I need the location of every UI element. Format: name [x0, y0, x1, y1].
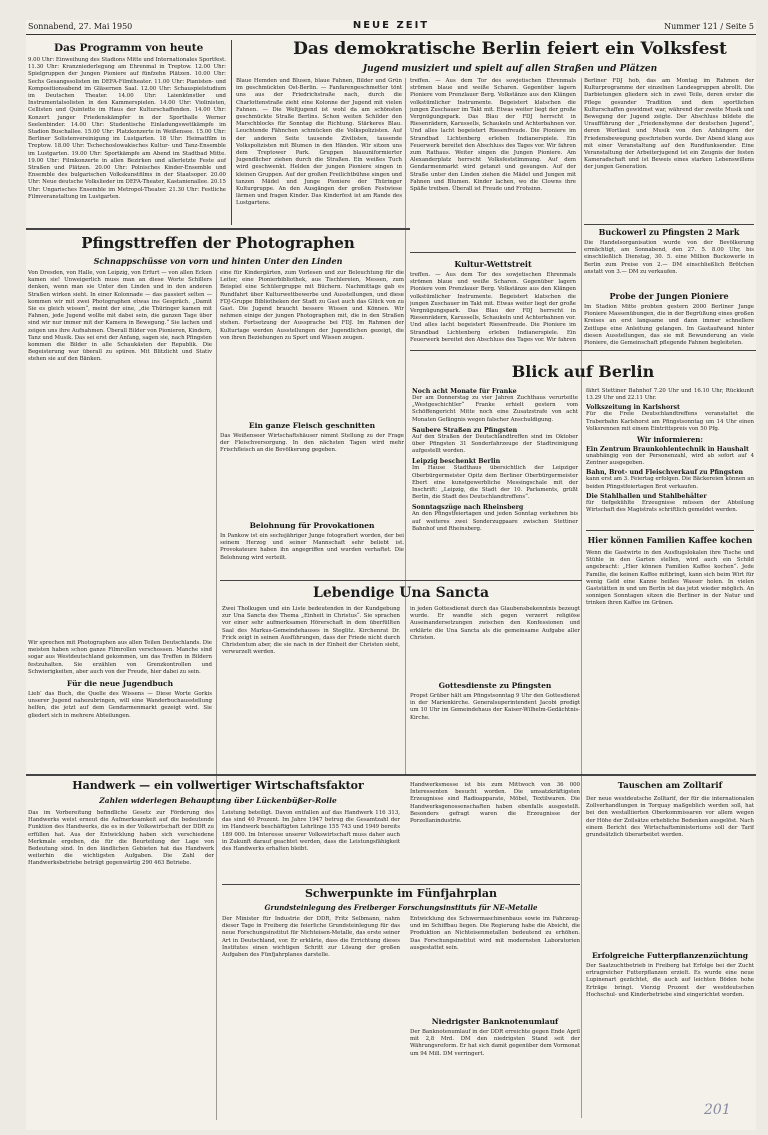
blick-item-body: Auf den Straßen der Deutschlandtreffen sind im Oktober über Pfingsten 31 Sonderfahrzeuge der Stadtreinigung aufgestellt worden. [412, 433, 578, 455]
sancta-col2: in jeden Gottesdienst durch das Glaubensbekenntnis bezeugt wurde. Er wandte sich gegen verzerrt religiöse Auseinandersetzungen zwischen den Konfessionen und erklärte die Una Sancta als die gemeinsame Aufgabe aller Christen. [410, 606, 580, 641]
masthead [26, 20, 756, 35]
divider [26, 774, 756, 776]
blick-col1 [412, 388, 578, 578]
blick-item-body: Der am Donnerstag zu vier Jahren Zuchthaus verurteilte „Westgeschichtler“ Franke erhielt gestern vom Schöffengericht Mitte noch eine Zusatzstrafe von acht Monaten Gefängnis wegen falscher Anschuldigung. [412, 395, 578, 423]
handwerk-col2: Leistung beteiligt. Davon entfallen auf das Handwerk 116 313, das sind 40 Prozent. Im Jahre 1947 betrug die Gesamtzahl der im Handwerk beschäftigten Lehrlinge 155 743 und 1949 bereits 189 000. Im Interesse unserer Volkswirtschaft muss daher auch in Zukunft darauf geachtet werden, dass die Leistungsfähigkeit des Handwerks erhalten bleibt. [222, 810, 400, 853]
divider [584, 224, 754, 225]
volksfest-headline: Das demokratische Berlin feiert ein Volksfest [293, 39, 727, 59]
pfingst-subhead: Schnappschüsse von vorn und hinten Unter den Linden [93, 256, 343, 266]
kulturwettstreit-headline: Kultur-Wettstreit [454, 259, 532, 269]
divider [222, 884, 580, 885]
blick-item-body: Im Hause Stadthaus übersichtlich der Leipziger Oberbürgermeister Opitz dem Berliner Oberbürgermeister Ebert eine kunstgewerbliche Messingschale mit der Inschrift: „Leipzig, die Stadt der 10. Parlaments, grüßt Berlin, die Stadt des Deutschlandtreffens“. [412, 465, 578, 501]
blick-item-head: Saubere Straßen zu Pfingsten [412, 426, 518, 434]
volksfest-col1: Blaue Hemden und Blusen, blaue Fahnen, Bilder und Grün im geschmückten Ost-Berlin. — Fanfarengeschmetter tönt uns aus der Friedrichstraße nach, durch die Charlottenstraße zieht eine Kolonne der Jugend mit vielen Fahnen. — Die Weltjugend ist wohl da am schönsten geschmückte Straße Berlins. Schon weiten Schilder den Marschblocks für Sonntag die Richtung. Stärkeres Blau. Leuchtende Fähnchen schmücken die Volkspolizisten. Auf der anderen Seite tausende Zivilisten, tausende Volkspolizisten mit Blumen in den Händen. Wir sitzen uns dem Treptower Park. Gruppen blauuniformierter Jugendlicher ziehen durch die Straßen. Ein weißes Tuch wird geschwenkt. Helden der jungen Pioniere singen in kleinen Gruppen. Auf der großen Freilichtbühne singen und tanzen Mädel und Junge Pioniere der Thüringer Kulturgruppe. An den Ausgängen der großen Festwiese lärmen und fragen Kinder. Das Kinderfest ist am Rande des Lustgartens. [236, 78, 402, 207]
kulturwettstreit-body: treffen. — Aus dem Tor des sowjetischen Ehrenmals strömen blaue und weiße Scharen. Gegenüber lagern Pioniere vom Prenzlauer Berg. Volkstänze aus den Klängen volkstümlicher Instrumente. Begeistert klatschen die jungen Zuschauer im Takt mit. Etwas weiter liegt der große Vergnügungspark. Das Blau der FDJ herrscht in Riesenrädern, Karussells, Schaukeln und Achterbahnen vor. Und alles lacht begeistert Riesenfreude. Die Pioniere im Strandbad Lichtenberg erleben Indianerspiele. Ein Feuerwerk bereitet den Abschluss des Tages vor. Wir fahren [410, 272, 576, 342]
banknoten-headline: Niedrigster Banknotenumlauf [431, 1017, 559, 1026]
banknoten-body: Der Banknotenumlauf in der DDR erreichte gegen Ende April mit 2,8 Mrd. DM den niedrigsten Stand seit der Währungsreform. Er hat sich damit gegenüber dem Vormonat um 94 Mill. DM verringert. [410, 1029, 580, 1057]
blick-col2 [586, 388, 754, 528]
pfingst-headline: Pfingsttreffen der Photographen [81, 234, 355, 252]
blick-item-head: Die Stahlhallen und Stahlbehälter [586, 492, 707, 500]
gottesdienste-body: Propst Grüber hält am Pfingstsonntag 9 Uhr den Gottesdienst in der Marienkirche. Generalsuperintendent Jacobi predigt um 10 Uhr im Gemeindehaus der Kaiser-Wilhelm-Gedächtnis-Kirche. [410, 693, 580, 721]
blick-headline: Blick auf Berlin [511, 362, 655, 381]
programm-headline: Das Programm von heute [54, 42, 204, 54]
pfingst-col2: eine für Kindergärten, zum Vorlesen und zur Beleuchtung für die Leiter, eine Pionierbibliothek, aus Tischlereien, Messen, zum Beispiel eine Schülergruppe mit Büchern. Nachmittags gab es Rundfahrt über Kulturwettbewerbe und Ausstellungen, und diese FDJ-Gruppe Bibliotheken der Stadt zu Gast auch das Glück von zu Gast. Die Jugend braucht bessere Wissen und Können. Wir nehmen einige der jungen Photographen mit, die in den Straßen stehen. Fortsetzung der Aussprache bei FDJ. Im Rahmen der Kulturtage werden Ausstellungen der Jugendlichen gezeigt, die von ihren Beziehungen zu Sport und Wissen zeugen. [220, 270, 404, 341]
column-rule [405, 78, 406, 774]
blick-item-body: fährt Stettiner Bahnhof 7.20 Uhr und 16.10 Uhr, Rückkunft 13.29 Uhr und 22.11 Uhr. [586, 388, 754, 402]
blick-item-head: Sonntagszüge nach Rheinsberg [412, 504, 524, 512]
volksfest-col3: Berliner FDJ hob, das am Montag im Rahmen der Kulturprogramme der einzelnen Landesgruppen abrollt. Die Darbietungen gliedern sich in zwei Teile, deren erster die Pflege gesunder Tradition und dem sportlichen Kulturschaffen gewidmet war, während der zweite Musik und Bewegung der Jugend zeigte. Der Abschluss bildete die Uraufführung der „Friedenshymne der deutschen Jugend“, deren Wortlaut und Musik von den Anhängern der Friedensbewegung geschrieben wurde. Der Abend klang aus mit einer Veranstaltung auf den Rundfunksender. Eine Veranstaltung der Arbeiterjugend ist ein Zeugnis der festen Kameradschaft und ist Beweis eines starken Lebenswillens der jungen Generation. [584, 78, 754, 171]
futterpflanzen-headline: Erfolgreiche Futterpflanzenzüchtung [591, 951, 749, 960]
divider [410, 350, 756, 351]
volksfest-col2: treffen. — Aus dem Tor des sowjetischen Ehrenmals strömen blaue und weiße Scharen. Gegenüber lagern Pioniere vom Prenzlauer Berg. Volkstänze aus den Klängen volkstümlicher Instrumente. Begeistert klatschen die jungen Zuschauer im Takt mit. Etwas weiter liegt der große Vergnügungspark. Das Blau der FDJ herrscht in Riesenrädern, Karussells, Schaukeln und Achterbahnen vor. Und alles lacht begeistert Riesenfreude. Die Pioniere im Strandbad Lichtenberg erleben Indianerspiele. Ein Feuerwerk bereitet den Abschluss des Tages vor. Wir fahren zum Rathaus. Weiter singen die Jungen Pioniere. Am Alexanderplatz herrscht Volksfeststimmung. Auf dem Gendarmenmarkt wird getanzt und gesungen. Auf der Straße unter den Linden ziehen die Mädel und Jungen mit Fahnen und Blumen. Kinder lachen, wo die Clowns ihre Späße treiben. Überall ist Freude und Frohsinn. [410, 78, 576, 193]
column-rule [216, 270, 217, 1120]
blick-item-head: Bahn, Brot- und Fleischverkauf zu Pfingsten [586, 469, 744, 477]
sancta-col1: Zwei Tholkugen und ein Liste bedeutenden in der Kundgebung zur Una Sancta des Thema „Einheit in Christus“. Sie sprachen vor einer sehr aufmerksamen Hörerschaft in dem überfüllten Saal des Markus-Gemeindehauses in Steglitz. Kirchenrat Dr. Frick zeigt in seinen Ausführungen, dass der Friede nicht durch Christentum aber, die sie nach in der Einheit der Christen sieht, verwurzelt werden. [222, 606, 400, 656]
paper-title: NEUE ZEIT [352, 20, 430, 31]
belohnung-body: In Pankow ist ein sechsjähriger Junge fotografiert worden, der bei seinem Herzog und seiner Mannschaft sehr beliebt ist. Provokateure haben ihn angegriffen und wurden verhaftet. Die Belohnung wird verteilt. [220, 533, 404, 561]
jugendbuch-headline: Für die neue Jugendbuch [66, 679, 174, 688]
fleisch-headline: Ein ganze Fleisch geschnitten [248, 421, 376, 430]
handwerk-headline: Handwerk — ein vollwertiger Wirtschaftsfaktor [72, 779, 364, 792]
handwerk-subhead: Zahlen widerlegen Behauptung über Lückenbüßer-Rolle [99, 796, 337, 805]
blick-item-head: Leipzig beschenkt Berlin [412, 458, 501, 466]
futterpflanzen-body: Der Saatzuchtbetrieb in Freiberg hat Erfolge bei der Zucht ertragreicher Futterpflanzen erzielt. Es wurde eine neue Lupinenart gezüchtet, die auch auf leichten Böden hohe Erträge bringt. Vierzig Prozent der westdeutschen Hochschul- und Kinderbetriebe sind eingerichtet worden. [586, 963, 754, 998]
fuenfjahrplan-col2: Entwicklung des Schwermaschinenbaus sowie im Fahrzeug- und im Schiffbau liegen. Die Regierung habe die Absicht, die Produktion an Nichteisenmetallen bedeutend zu erhöhen. Das Forschungsinstitut wird mit modernsten Laboratorien ausgestattet sein. [410, 916, 580, 951]
pfingst-col3: Wir sprechen mit Photographen aus allen Teilen Deutschlands. Die meisten haben schon ganze Filmrollen verschossen. Manche sind sogar aus Westdeutschland gekommen, um das Treffen in Bildern festzuhalten. Sie erzählen von Grenzkontrollen und Schwierigkeiten, aber auch von der Freude, hier dabei zu sein. [28, 640, 212, 675]
fuenfjahrplan-subhead: Grundsteinlegung des Freiberger Forschungsinstituts für NE-Metalle [264, 903, 538, 912]
blick-item-head: Ein Zentrum Braunkohlentechnik in Haushalt [586, 446, 749, 454]
divider [26, 228, 410, 230]
issue-date: Sonnabend, 27. Mai 1950 [28, 22, 133, 31]
handwerk-col1: Das im Vorbereitung befindliche Gesetz zur Förderung des Handwerks weist erneut die Aufmerksamkeit auf die bedeutende Funktion des Handwerks, die es in der Volkswirtschaft der DDR zu erfüllen hat. Aus der Entwicklung haben sich verschiedene Merkmale ergeben, die für die Beurteilung der Lage von Bedeutung sind. In den ländlichen Gebieten hat das Handwerk weiterhin die wichtigsten Aufgaben. Die Zahl der Handwerksbetriebe beträgt gegenwärtig 290 463 Betriebe. [28, 810, 214, 867]
buckow-headline: Buckowerl zu Pfingsten 2 Mark [598, 227, 740, 237]
zolltarif-body: Der neue westdeutsche Zolltarif, der für die internationalen Zollverhandlungen in Torquay maßgeblich werden soll, hat bei den westalliierten Oberkommissaren vor allem wegen der Höhe der Zollsätze erhebliche Bedenken ausgelöst. Nach einem Bericht des Wirtschaftsministeriums soll der Tarif grundsätzlich überarbeitet werden. [586, 796, 754, 839]
belohnung-headline: Belohnung für Provokationen [249, 521, 375, 530]
sancta-headline: Lebendige Una Sancta [312, 585, 490, 601]
divider [220, 580, 582, 581]
fleisch-body: Das Weißenseer Wirtschaftshäuser nimmt Stellung zu der Frage der Fleischversorgung. In den nächsten Tagen wird mehr Frischfleisch an die Bevölkerung gegeben. [220, 433, 404, 454]
programm-body: 9.00 Uhr: Einweihung des Stadions Mitte und Internationales Sportfest. 11.30 Uhr: Kranzniederlegung am Ehrenmal in Treptow. 12.00 Uhr: Spielgruppen der Jungen Pioniere auf fünfzehn Plätzen. 10.00 Uhr: Sechs Gesangssolisten im DEFA-Filmtheater. 11.00 Uhr: Pianisten- und Kompositionsabend im Gläsernen Saal. 12.00 Uhr: Schauspielstudium im Deutschen Theater. 14.00 Uhr: Laienkünstler und Instrumentalsolisten in den Kammerspielen. 14.00 Uhr: Violinisten, Cellisten und Quintette im Haus der Kulturschaffenden. 14.00 Uhr: Konzert junger Friedenskämpfer in der Sporthalle Werner Seelenbinder. 14.00 Uhr: Studentische Einladungswettkämpfe im Stadion Buschallee. 15.00 Uhr: Platzkonzerte in Weißensee. 15.00 Uhr: Berliner Solistenvereinigung im Lustgarten. 18 Uhr: Heimatfilm in Treptow. 18.00 Uhr: Tschechoslowakisches Kultur- und Tanz-Ensemble im Lustgarten. 19.00 Uhr: Sportkämpfe am Abend im Stadtbad Mitte. 19.00 Uhr: Filmkonzerte in allen Bezirken und allerletzte Feste auf Straßen und Plätzen. 20.00 Uhr: Polnisches Kinder-Ensemble und Ensemble des bulgarischen Volkskunstfilms in der Staatsoper. 20.00 Uhr: Neue deutsche Volkslieder im DEFA-Theater, Kastanienallee. 20.15 Uhr: Ungarisches Ensemble im Metropol-Theater. 21.30 Uhr: Festliche Filmveranstaltung im Lustgarten. [28, 57, 226, 200]
jugendbuch-body: Lieb‘ das Buch, die Quelle des Wissens — Diese Worte Gorkis unserer Jugend nahezubringen, will eine Wanderbuchausstellung helfen, die jetzt auf dem Gendarmenmarkt gezeigt wird. Sie gliedert sich in mehrere Abteilungen. [28, 691, 212, 719]
blick-item-body: kann erst am 3. Feiertag erfolgen. Die Bäckereien können an beiden Pfingstfeiertagen Brot verkaufen. [586, 476, 754, 490]
gottesdienste-headline: Gottesdienste zu Pfingsten [438, 681, 552, 690]
kaffee-headline: Hier können Familien Kaffee kochen [587, 535, 753, 545]
kaffee-body: Wenn die Gastwirte in den Ausflugslokalen ihre Tische und Stühle in den Garten stellen, wird auch ein Schild angebracht: „Hier können Familien Kaffee kochen“. Jede Familie, die keinen Kaffee mitbringt, kann sich beim Wirt für wenig Geld eine Kanne heißes Wasser holen. In vielen Gaststätten in und um Berlin ist das jetzt wieder möglich. An sonnigen Sonntagen sitzen die Berliner in der Natur und trinken ihren Kaffee im Grünen. [586, 550, 754, 607]
issue-number: Nummer 121 / Seite 5 [664, 22, 754, 31]
column-rule [581, 78, 582, 1118]
archive-stamp: 201 [704, 1102, 731, 1118]
divider [586, 530, 754, 531]
buckow-body: Die Handelsorganisation wurde von der Bevölkerung ermächtigt, am Sonnabend, den 27. 5. 8.00 Uhr, bis einschließlich Dienstag, 30. 5. eine Million Buckowerle in Berlin zum Preise von 2.— DM einschließlich Brötchen anstatt von 3.— DM zu verkaufen. [584, 240, 754, 275]
zolltarif-headline: Tauschen am Zolltarif [617, 781, 723, 791]
fuenfjahrplan-headline: Schwerpunkte im Fünfjahrplan [304, 887, 497, 900]
column-rule [231, 40, 232, 225]
blick-item-head: Noch acht Monate für Franke [412, 388, 517, 395]
volksfest-subhead: Jugend musiziert und spielt auf allen Straßen und Plätzen [362, 64, 658, 74]
fuenfjahrplan-col1: Der Minister für Industrie der DDR, Fritz Selbmann, nahm dieser Tage in Freiberg die feierliche Grundsteinlegung für das neue Forschungsinstitut für Nichteisen-Metalle, das erste seiner Art in Deutschland, vor. Er erklärte, dass die Errichtung dieses Institutes einen wichtigen Schritt zur Lösung der großen Aufgaben des Fünfjahrplanes darstelle. [222, 916, 400, 959]
blick-item-body: unabhängig von der Personenzahl, wird ab sofort auf 4 Zentner ausgegeben. [586, 453, 754, 467]
newspaper-page [26, 20, 756, 1130]
pfingst-col1: Von Dresden, von Halle, von Leipzig, von Erfurt — von allen Ecken kamen sie! Unweigerlich muss man an diese Worte Schillers denken, wenn man sie Unter den Linden und in den anderen Straßen wirken sieht. In einer Kolonnade — das passiert selten — kommen wir mit zwei Photographen etwas ins Gespräch. „Damit Sie es gleich wissen“, meint der eine, „die Thüringer kamen mit Fahnen, jede Jugend wollte mit dabei sein, die ganzen Tage über sind wir nur immer mit der Kamera in Bewegung.“ Sie lachen und zeigen uns ihre Aufnahmen. Überall Bilder von Pionieren, Kindern, Tanz und Musik. Das sei erst der Anfang, sagen sie, nach Pfingsten kommen die Bilder in alle Schaukästen der Republik. Die Begeisterung war überall zu spüren. Mit Blitzlicht und Stativ stehen sie auf den Bänken. [28, 270, 212, 363]
blick-item-body: An den Pfingstfeiertagen und jeden Sonntag verkehren bis auf weiteres zwei Sonderzugpaare zwischen Stettiner Bahnhof und Rheinsberg. [412, 511, 578, 532]
divider [410, 252, 576, 253]
probe-headline: Probe der Jungen Pioniere [609, 291, 729, 301]
handwerk-col3: Handwerksmesse ist bis zum Mittwoch von 36 000 Interessenten besucht worden. Die umsatzkräftigsten Erzeugnisse sind Radioapparate, Möbel, Textilwaren. Die Handwerksgenossenschaften haben ebenfalls ausgestellt. Besonders gefragt waren die Erzeugnisse der Porzellanindustrie. [410, 782, 580, 825]
blick-item-head: Volkszeitung in Karlshorst [586, 404, 680, 412]
blick-item-body: für tiefgekühlte Erzeugnisse müssen der Abteilung Wirtschaft des Magistrats schriftlich gemeldet werden. [586, 499, 754, 514]
blick-item-head: Wir informieren: [637, 435, 703, 445]
blick-item-body: Für die Freie Deutschlandtreffens veranstaltet die Traberbahn Karlshorst am Pfingstsonntag um 14 Uhr einen Volksrennen mit einem Eintrittspreis von 50 Pfg. [586, 411, 754, 432]
probe-body: Im Stadion Mitte probten gestern 2000 Berliner Junge Pioniere Massenübungen, die in der Begrüßung eines großen Kreises an erst langsame und dann immer schnellere Zeitlupe eine Anleitung gelangen. Im Gastaufwand hinter diesen Ausstellungen, das sie mit Bewunderung an viele Pioniere, die Gemeinschaft pflegende Fahnen begleiteten. [584, 304, 754, 347]
